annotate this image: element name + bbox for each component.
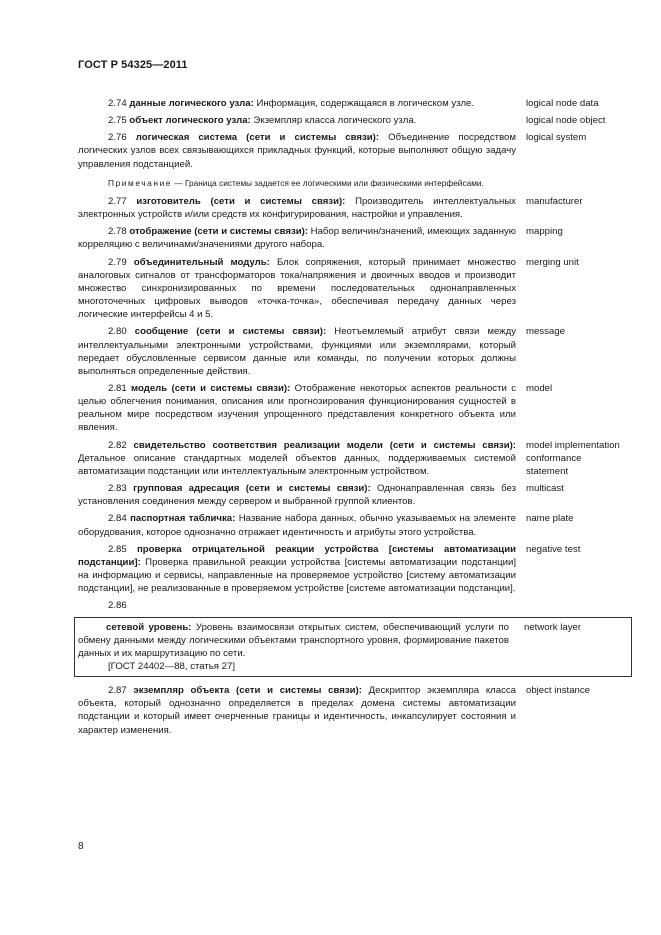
page-number: 8 (78, 841, 84, 852)
english-term: logical node object (526, 115, 606, 127)
boxed-term-body (78, 621, 509, 674)
term-entry-2-78 (78, 225, 638, 251)
term-entry-2-76 (78, 131, 638, 170)
english-term: logical node data (526, 98, 599, 109)
term-definition: 2.74 данные логического узла: Информация, содержащаяся в логическом узле. (108, 98, 475, 109)
term-entry-2-75 (78, 114, 638, 127)
english-term: message (526, 326, 565, 338)
english-term: manufacturer (526, 195, 583, 207)
source-reference: [ГОСТ 24402—88, статья 27] (108, 660, 235, 672)
english-term: multicast (526, 483, 564, 495)
english-term: negative test (526, 543, 581, 555)
term-entry-2-79 (78, 256, 638, 322)
term-definition: 2.77 изготовитель (сети и системы связи): Производитель интеллектуальных электронных устройств и/или средств их конфигурирования, настройки и управления. (78, 195, 516, 221)
term-definition: 2.82 свидетельство соответствия реализации модели (сети и системы связи): Детальное описание стандартных моделей объектов данных, поддерживаемых системой автоматизации подстанции или интеллектуальным электронным устройством. (78, 439, 516, 477)
term-definition: 2.81 модель (сети и системы связи): Отображение некоторых аспектов реальности с целью облегчения понимания, описания или прогнозирования функционирования сущностей в реальном мире посредством изучения упрощенного представления конкретного объекта или явления. (78, 383, 516, 434)
note-text: Примечание — Граница системы задается ее логическими или физическими интерфейсами. (108, 177, 484, 188)
term-number-2-86: 2.86 (108, 600, 127, 612)
term-definition: 2.78 отображение (сети и системы связи): Набор величин/значений, имеющих заданную корреляцию с величинами/значениями другого набора. (78, 226, 517, 251)
term-entry-2-74 (78, 97, 638, 110)
english-term: name plate (526, 513, 574, 525)
terms-list (78, 97, 638, 737)
boxed-term-2-86 (74, 617, 632, 678)
note-2-76 (78, 178, 638, 189)
term-definition: 2.83 групповая адресация (сети и системы связи): Однонаправленная связь без установления соединения между сервером и выбранной группой клиентов. (78, 483, 516, 508)
english-term: logical system (526, 132, 587, 144)
term-definition: 2.85 проверка отрицательной реакции устройства [системы автоматизации подстанции]: Проверка правильной реакции устройства [системы автоматизации подстанции] на информацию и сервисы, направленные на проверяемое устройство [систему автоматизации подстанции], не реализованные в проверяемом устройстве [системе автоматизации подстанции]. (78, 543, 516, 595)
term-entry-2-83 (78, 482, 638, 508)
english-term: model (526, 383, 553, 395)
term-entry-2-85 (78, 543, 638, 596)
term-definition: 2.87 экземпляр объекта (сети и системы связи): Дескриптор экземпляра класса объекта, который однозначно определяется в пределах домена системы автоматизации подстанции и который имеет очерченные границы и идентичность, инкапсулирует состояния и характер изменения. (78, 685, 517, 736)
term-entry-2-87 (78, 684, 638, 737)
english-term: merging unit (526, 256, 579, 268)
term-definition: 2.75 объект логического узла: Экземпляр класса логического узла. (108, 115, 417, 127)
term-entry-2-77 (78, 195, 638, 221)
term-definition: 2.84 паспортная табличка: Название набора данных, обычно указываемых на элементе оборудования, которое однозначно отражает идентичность и атрибуты этого устройства. (78, 513, 516, 538)
term-definition: 2.79 объединительный модуль: Блок сопряжения, который принимает множество аналоговых сигналов от трансформаторов тока/напряжения и двоичных вводов и производит множество синхронизированных по времени последовательных однонаправленных многоточечных цифровых выводов «точка-точка», обеспечивая передачу данных через логические интерфейсы 4 и 5. (78, 256, 516, 321)
term-definition: сетевой уровень: Уровень взаимосвязи открытых систем, обеспечивающий услуги по обмену данными между логическими объектами транспортного уровня, формирование пакетов данных и их маршрутизацию по сети. (78, 621, 509, 659)
term-entry-2-84 (78, 512, 638, 538)
english-term: mapping (526, 226, 563, 238)
term-definition: 2.76 логическая система (сети и системы связи): Объединение посредством логических узлов всех связывающихся прикладных функций, которые выполняют общую задачу управления подстанцией. (78, 132, 516, 170)
term-entry-2-82 (78, 439, 638, 478)
english-term: network layer (524, 621, 582, 633)
term-entry-2-81 (78, 382, 638, 435)
term-entry-2-80 (78, 325, 638, 378)
term-definition: 2.80 сообщение (сети и системы связи): Неотъемлемый атрибут связи между интеллектуальными электронными устройствами, функциями или экземплярами, который передает обусловленные сервисом данные или команды, по получении которых должны выполняться определенные действия. (78, 326, 516, 377)
english-term: model implementation conformance statement (526, 439, 620, 477)
english-term: object instance (526, 685, 590, 697)
page-header: ГОСТ Р 54325—2011 (78, 59, 188, 71)
